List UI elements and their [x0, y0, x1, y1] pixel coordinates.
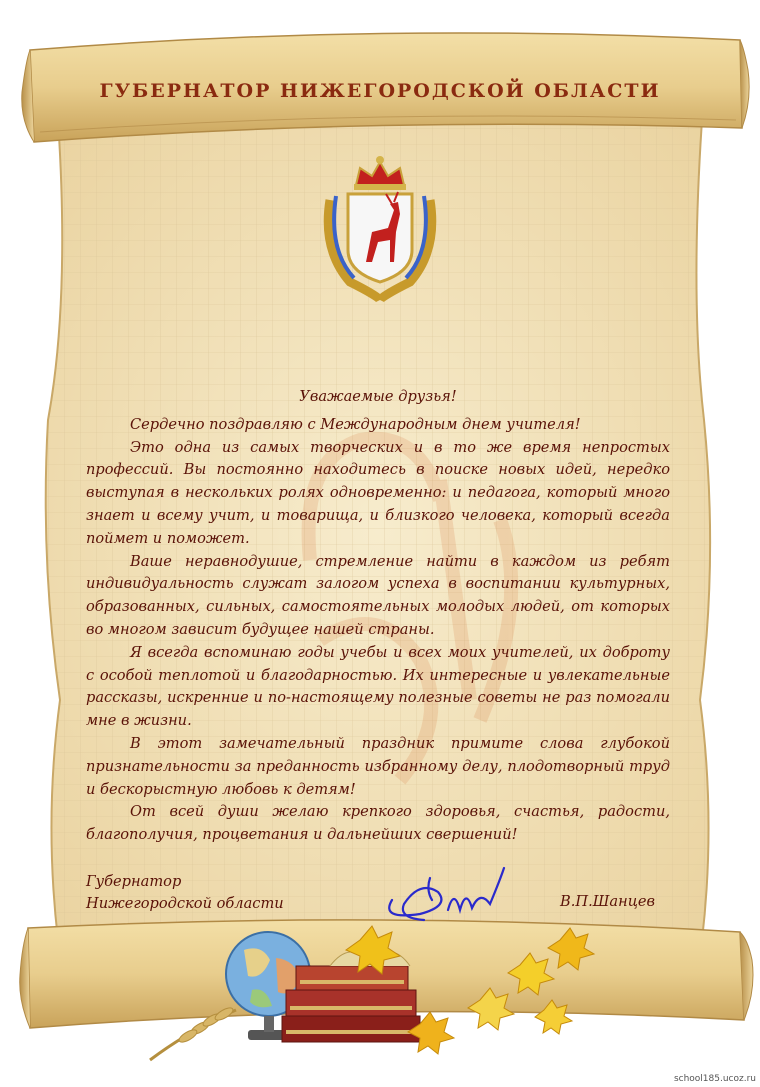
- website-watermark: school185.ucoz.ru: [673, 1074, 756, 1084]
- position-line: Губернатор: [86, 873, 182, 890]
- letter-paragraph: От всей души желаю крепкого здоровья, счастья, радости, благополучия, процветания и дальнейших свершений!: [86, 803, 670, 844]
- position-line: Нижегородской области: [86, 895, 284, 912]
- letter-paragraph: Я всегда вспоминаю годы учебы и всех моих учителей, их доброту с особой теплотой и благодарностью. Их интересные и увлекательные рассказы, искренние и по-настоящему полезные советы не раз помогали мне в жизни.: [86, 643, 670, 730]
- letter-paragraph: Сердечно поздравляю с Международным днем учителя!: [130, 415, 581, 433]
- letter-paragraph: В этот замечательный праздник примите слова глубокой признательности за преданность избранному делу, плодотворный труд и бескорыстную любовь к детям!: [86, 734, 670, 798]
- signatory-position: [86, 871, 284, 915]
- signatory-name: В.П.Шанцев: [560, 893, 656, 910]
- letter-body: [86, 386, 670, 847]
- letter-paragraph: Это одна из самых творческих и в то же время непростых профессий. Вы постоянно находитесь в поиске новых идей, нередко выступая в нескольких ролях одновременно: и педагога, который много знает и всему учит, и товарища, и близкого человека, который всегда поймет и поможет.: [86, 438, 670, 547]
- header-title: ГУБЕРНАТОР НИЖЕГОРОДСКОЙ ОБЛАСТИ: [99, 80, 661, 102]
- letter-paragraph: Ваше неравнодушие, стремление найти в каждом из ребят индивидуальность служат залогом успеха в воспитании культурных, образованных, сильных, самостоятельных молодых людей, от которых во многом зависит будущее нашей страны.: [86, 552, 670, 638]
- salutation: Уважаемые друзья!: [299, 388, 457, 405]
